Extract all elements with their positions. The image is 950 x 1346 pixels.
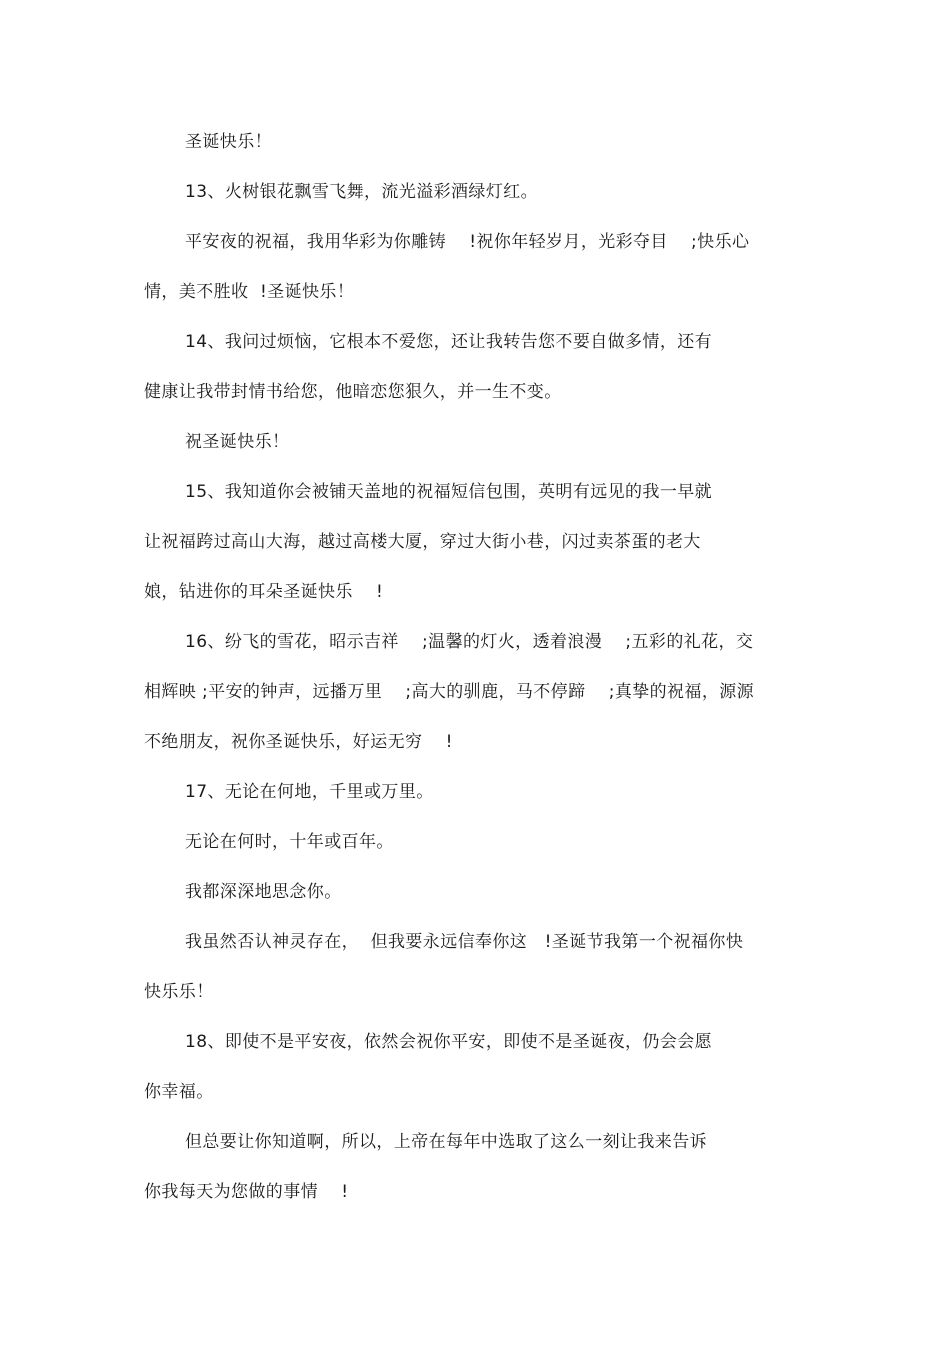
text-line: 17、无论在何地，千里或万里。 <box>185 782 434 802</box>
text-line: 我都深深地思念你。 <box>185 882 342 902</box>
text-line: 16、纷飞的雪花，昭示吉祥 ;温馨的灯火，透着浪漫 ;五彩的礼花，交 <box>185 632 754 652</box>
text-line: 不绝朋友，祝你圣诞快乐，好运无穷 ! <box>144 732 453 752</box>
text-line: 健康让我带封情书给您，他暗恋您狠久，并一生不变。 <box>144 382 562 402</box>
text-line: 情，美不胜收 !圣诞快乐！ <box>144 282 355 302</box>
text-line: 13、火树银花飘雪飞舞，流光溢彩酒绿灯红。 <box>185 182 539 202</box>
text-line: 让祝福跨过高山大海，越过高楼大厦，穿过大街小巷，闪过卖茶蛋的老大 <box>144 532 701 552</box>
text-line: 快乐乐！ <box>144 982 214 1002</box>
text-line: 14、我问过烦恼，它根本不爱您，还让我转告您不要自做多情，还有 <box>185 332 713 352</box>
text-line: 无论在何时，十年或百年。 <box>185 832 394 852</box>
text-line: 但总要让你知道啊，所以，上帝在每年中选取了这么一刻让我来告诉 <box>185 1132 707 1152</box>
text-line: 15、我知道你会被铺天盖地的祝福短信包围，英明有远见的我一早就 <box>185 482 713 502</box>
text-line: 你幸福。 <box>144 1082 214 1102</box>
text-line: 祝圣诞快乐！ <box>185 432 290 452</box>
text-line: 圣诞快乐！ <box>185 132 272 152</box>
text-line: 平安夜的祝福，我用华彩为你雕铸 !祝你年轻岁月，光彩夺目 ;快乐心 <box>185 232 750 252</box>
text-line: 18、即使不是平安夜，依然会祝你平安，即使不是圣诞夜，仍会会愿 <box>185 1032 713 1052</box>
text-line: 相辉映 ;平安的钟声，远播万里 ;高大的驯鹿，马不停蹄 ;真挚的祝福，源源 <box>144 682 755 702</box>
text-line: 你我每天为您做的事情 ! <box>144 1182 349 1202</box>
text-line: 娘，钻进你的耳朵圣诞快乐 ! <box>144 582 384 602</box>
text-line: 我虽然否认神灵存在， 但我要永远信奉你这 !圣诞节我第一个祝福你快 <box>185 932 744 952</box>
